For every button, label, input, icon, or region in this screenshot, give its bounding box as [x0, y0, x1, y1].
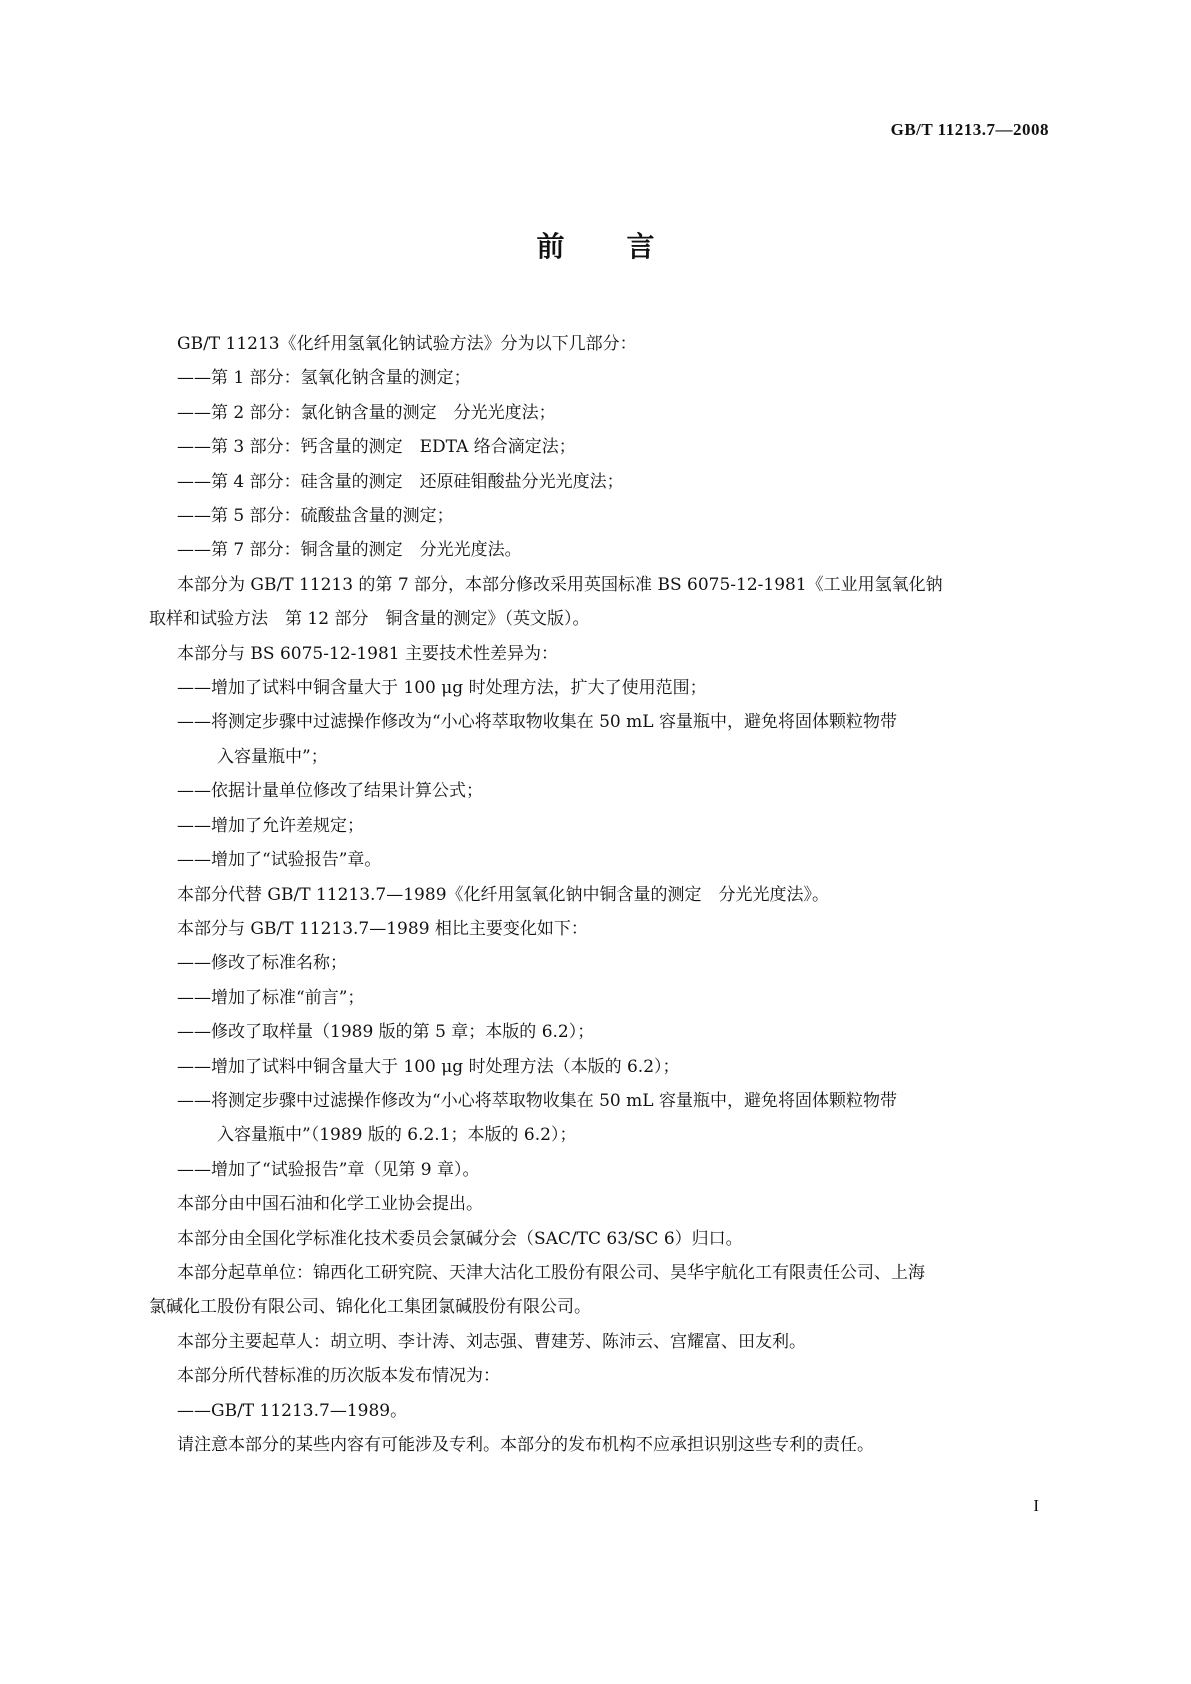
paragraph-line: 氯碱化工股份有限公司、锦化化工集团氯碱股份有限公司。	[149, 1297, 591, 1318]
list-item: ——第 3 部分：钙含量的测定 EDTA 络合滴定法；	[177, 437, 576, 458]
list-item: ——第 7 部分：铜含量的测定 分光光度法。	[177, 540, 522, 561]
list-item: ——修改了取样量（1989 版的第 5 章；本版的 6.2）；	[177, 1022, 595, 1043]
standard-code: GB/T 11213.7—2008	[890, 120, 1049, 139]
list-item: ——修改了标准名称；	[177, 953, 347, 974]
list-item: ——增加了试料中铜含量大于 100 μg 时处理方法（本版的 6.2）；	[177, 1056, 680, 1077]
list-item: ——增加了标准“前言”；	[177, 987, 365, 1008]
list-item: ——增加了试料中铜含量大于 100 μg 时处理方法，扩大了使用范围；	[177, 678, 707, 699]
list-item: ——第 2 部分：氯化钠含量的测定 分光光度法；	[177, 402, 556, 423]
paragraph-line: GB/T 11213《化纤用氢氧化钠试验方法》分为以下几部分：	[177, 334, 637, 354]
list-item: ——增加了“试验报告”章（见第 9 章）。	[177, 1159, 480, 1180]
page-title	[0, 225, 1191, 265]
list-item: ——第 5 部分：硫酸盐含量的测定；	[177, 506, 454, 527]
paragraph-line: 本部分由中国石油和化学工业协会提出。	[177, 1194, 483, 1215]
page-number: I	[1033, 1496, 1039, 1515]
paragraph-line: 本部分与 GB/T 11213.7—1989 相比主要变化如下：	[177, 918, 588, 939]
title-char-2: 言	[626, 230, 655, 263]
list-item: ——增加了允许差规定；	[177, 815, 364, 836]
list-item: ——第 1 部分：氢氧化钠含量的测定；	[177, 368, 471, 389]
list-item: ——GB/T 11213.7—1989。	[177, 1400, 408, 1421]
title-char-1: 前	[536, 230, 565, 263]
list-item-continuation: 入容量瓶中”（1989 版的 6.2.1；本版的 6.2）；	[217, 1125, 577, 1146]
paragraph-line: 本部分与 BS 6075-12-1981 主要技术性差异为：	[177, 643, 558, 664]
list-item: ——将测定步骤中过滤操作修改为“小心将萃取物收集在 50 mL 容量瓶中，避免将固体颗粒物带	[177, 1090, 897, 1111]
paragraph-line: 本部分所代替标准的历次版本发布情况为：	[177, 1366, 500, 1387]
paragraph-line: 本部分由全国化学标准化技术委员会氯碱分会（SAC/TC 63/SC 6）归口。	[177, 1228, 743, 1249]
list-item: ——增加了“试验报告”章。	[177, 850, 382, 871]
paragraph-line: 本部分代替 GB/T 11213.7—1989《化纤用氢氧化钠中铜含量的测定 分光光度法》。	[177, 884, 830, 905]
foreword-body	[149, 327, 1061, 1462]
paragraph-line: 本部分起草单位：锦西化工研究院、天津大沽化工股份有限公司、昊华宇航化工有限责任公司、上海	[177, 1262, 925, 1283]
list-item: ——依据计量单位修改了结果计算公式；	[177, 781, 483, 802]
list-item-continuation: 入容量瓶中”；	[217, 746, 328, 767]
paragraph-line: 本部分为 GB/T 11213 的第 7 部分，本部分修改采用英国标准 BS 6075-12-1981《工业用氢氧化钠	[177, 574, 943, 595]
list-item: ——将测定步骤中过滤操作修改为“小心将萃取物收集在 50 mL 容量瓶中，避免将固体颗粒物带	[177, 712, 897, 733]
paragraph-line: 取样和试验方法 第 12 部分 铜含量的测定》（英文版）。	[149, 609, 590, 630]
paragraph-line: 请注意本部分的某些内容有可能涉及专利。本部分的发布机构不应承担识别这些专利的责任。	[177, 1435, 874, 1455]
list-item: ——第 4 部分：硅含量的测定 还原硅钼酸盐分光光度法；	[177, 471, 624, 492]
paragraph-line: 本部分主要起草人：胡立明、李计涛、刘志强、曹建芳、陈沛云、宫耀富、田友利。	[177, 1331, 806, 1352]
